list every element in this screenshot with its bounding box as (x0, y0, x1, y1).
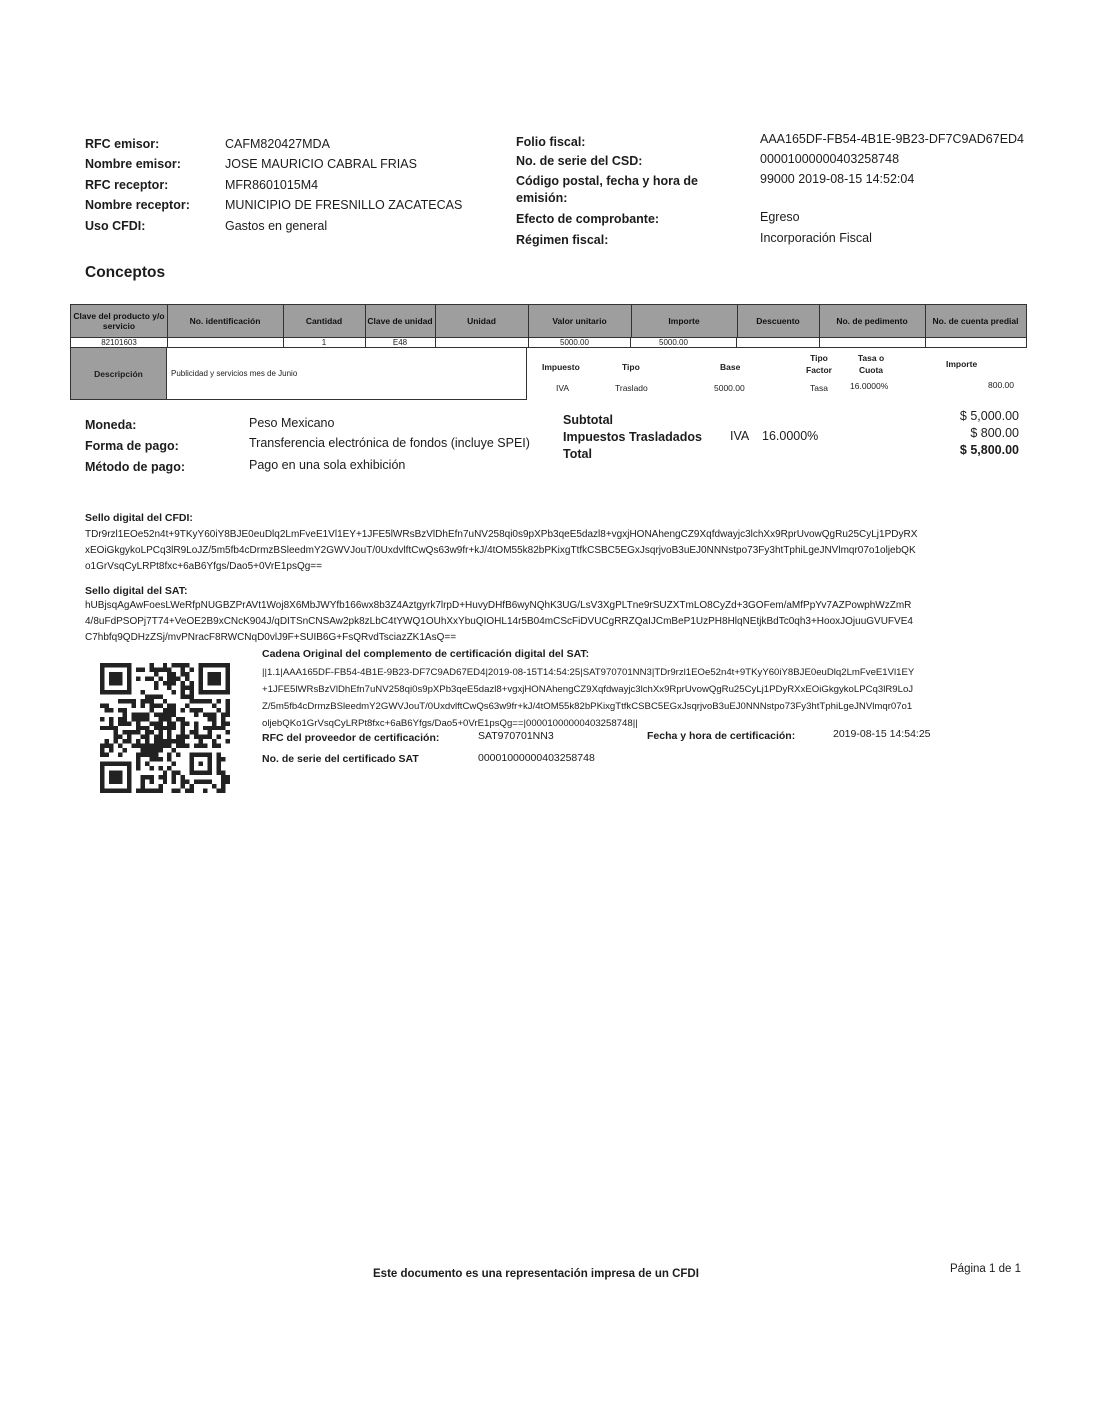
cell-cantidad: 1 (283, 338, 366, 347)
sello-cfdi-line: o1GrVsqCyLRPt8fxc+6aB6Yfgs/Dao5+0VrE1psQg== (85, 561, 322, 572)
descripcion-label: Descripción (70, 348, 167, 400)
nombre-receptor-value: MUNICIPIO DE FRESNILLO ZACATECAS (225, 198, 463, 212)
cadena-line: Z/5m5fb4cDrmzBSleedmY2GWVJouT/0UxdvlftCwQs63w9fr+kJ/4tOM55k82bPKixgTtfkCSBC5EGxJsqrjvoB3uEJ0NNNstpo73Fy3htTphiLgeJNVlmqr07o1 (262, 701, 913, 712)
metodo-pago-value: Pago en una sola exhibición (249, 458, 406, 472)
col-clave-unidad: Clave de unidad (365, 305, 436, 337)
cell-unidad (435, 338, 529, 347)
serie-csd-label: No. de serie del CSD: (516, 154, 643, 168)
rfc-receptor-label: RFC receptor: (85, 178, 169, 192)
sello-sat-line: hUBjsqAgAwFoesLWeRfpNUGBZPrAVt1Woj8X6MbJWYfb166wx8b3Z4Aztgyrk7lrpD+HuvyDHfB6wyNQhK3UG/LsV3XgPLTne9rSUZXTmLO8CyZd+3GOFem/aMfPpYv7AZPowphWzZmR (85, 600, 912, 611)
cell-clave-unidad: E48 (365, 338, 436, 347)
table-row (70, 338, 1027, 348)
rfc-proveedor-value: SAT970701NN3 (478, 730, 554, 742)
qr-code-image (100, 663, 230, 793)
cp-fecha-label-line2: emisión: (516, 191, 568, 205)
col-valor-unitario: Valor unitario (528, 305, 632, 337)
conceptos-title: Conceptos (85, 264, 166, 281)
cell-descuento (737, 338, 820, 347)
total-label: Total (563, 447, 592, 461)
folio-fiscal-value: AAA165DF-FB54-4B1E-9B23-DF7C9AD67ED4 (760, 132, 1025, 146)
cell-no-pedimento (819, 338, 926, 347)
tasa-cuota-header: Tasa o Cuota (857, 353, 885, 375)
moneda-label: Moneda: (85, 418, 137, 432)
impuesto-value: IVA (556, 383, 570, 393)
rfc-emisor-label: RFC emisor: (85, 137, 160, 151)
serie-certificado-sat-label: No. de serie del certificado SAT (262, 753, 419, 765)
rfc-receptor-value: MFR8601015M4 (225, 178, 319, 192)
tipo-factor-value: Tasa (810, 383, 828, 393)
regimen-label: Régimen fiscal: (516, 233, 609, 247)
page-indicator: Página 1 de 1 (950, 1263, 1021, 1275)
col-no-identificacion: No. identificación (167, 305, 284, 337)
subtotal-value: $ 5,000.00 (959, 409, 1019, 423)
col-cantidad: Cantidad (283, 305, 366, 337)
base-value: 5000.00 (714, 383, 745, 393)
sello-cfdi-line: xEOiGkgykoLPCq3lR9LoJZ/5m5fb4cDrmzBSleedmY2GWVJouT/0UxdvlftCwQs63w9fr+kJ/4tOM55k82bPKixgTtfkCSBC5EGxJsqrjvoB3uEJ0NNNstpo73Fy3htTphiLgeJNVlmqr07o1oljebQK (85, 545, 916, 556)
cadena-original-text (262, 664, 1037, 732)
rfc-proveedor-label: RFC del proveedor de certificación: (262, 732, 440, 744)
fecha-certificacion-value: 2019-08-15 14:54:25 (833, 728, 931, 740)
col-clave-producto: Clave del producto y/o servicio (71, 305, 168, 337)
cell-importe: 5000.00 (631, 338, 737, 347)
tipo-factor-header: Tipo Factor (806, 353, 832, 375)
nombre-receptor-label: Nombre receptor: (85, 198, 190, 212)
cell-clave: 82101603 (71, 338, 168, 347)
importe-tax-header: Importe (946, 359, 978, 369)
sello-sat-line: C7hbfq9QDHzZSj/mvPNracF8RWCNqD0vlJ9F+SUIB6G+FsQRvdTsciazZK1AsQ== (85, 632, 457, 643)
moneda-value: Peso Mexicano (249, 416, 335, 430)
forma-pago-value: Transferencia electrónica de fondos (incluye SPEI) (249, 436, 530, 450)
nombre-emisor-label: Nombre emisor: (85, 157, 181, 171)
efecto-label: Efecto de comprobante: (516, 212, 660, 226)
sello-cfdi-title: Sello digital del CFDI: (85, 512, 193, 524)
col-no-cuenta-predial: No. de cuenta predial (932, 316, 1019, 326)
tipo-value: Traslado (615, 383, 648, 393)
cp-fecha-value: 99000 2019-08-15 14:52:04 (760, 172, 915, 186)
base-header: Base (720, 362, 741, 372)
cadena-line: ||1.1|AAA165DF-FB54-4B1E-9B23-DF7C9AD67ED4|2019-08-15T14:54:25|SAT970701NN3|TDr9rzl1EOe52n4t+9TKyY60iY8BJE0euDlq2LmFveE1Vl1EY (262, 667, 915, 678)
footer-note: Este documento es una representación impresa de un CFDI (373, 1268, 699, 1280)
impuesto-header: Impuesto (542, 362, 580, 372)
tasa-cuota-value: 16.0000% (850, 381, 889, 391)
serie-csd-value: 00001000000403258748 (760, 152, 900, 166)
impuestos-value: $ 800.00 (970, 426, 1019, 440)
serie-certificado-sat-value: 00001000000403258748 (478, 752, 595, 764)
cell-no-identificacion (167, 338, 284, 347)
cell-valor-unitario: 5000.00 (528, 338, 631, 347)
impuestos-tipo: IVA (730, 429, 750, 443)
impuestos-trasladados-label: Impuestos Trasladados (563, 430, 702, 444)
impuestos-tasa: 16.0000% (762, 429, 819, 443)
col-importe: Importe (631, 305, 738, 337)
tipo-header: Tipo (622, 362, 640, 372)
nombre-emisor-value: JOSE MAURICIO CABRAL FRIAS (225, 157, 417, 171)
col-unidad: Unidad (435, 305, 529, 337)
regimen-value: Incorporación Fiscal (760, 231, 872, 245)
importe-tax-value: 800.00 (988, 380, 1014, 390)
metodo-pago-label: Método de pago: (85, 460, 185, 474)
cell-no-cuenta-predial (925, 338, 1026, 347)
sello-cfdi-line: TDr9rzl1EOe52n4t+9TKyY60iY8BJE0euDlq2LmFveE1Vl1EY+1JFE5lWRsBzVlDhEfn7uNV258qi0s9pXPb3qeE5dazl8+vgxjHONAhengCZ9Xqfdwayjc3lchXx9RprUvowQgRu25CyLj1PDyRX (85, 529, 918, 540)
sello-sat-text (85, 598, 1035, 646)
cp-fecha-label-line1: Código postal, fecha y hora de (516, 174, 698, 188)
subtotal-label: Subtotal (563, 413, 613, 427)
rfc-emisor-value: CAFM820427MDA (225, 137, 330, 151)
cadena-original-title: Cadena Original del complemento de certificación digital del SAT: (262, 648, 590, 660)
conceptos-table-header (70, 304, 1027, 338)
forma-pago-label: Forma de pago: (85, 439, 179, 453)
col-descuento: Descuento (737, 305, 820, 337)
folio-fiscal-label: Folio fiscal: (516, 135, 586, 149)
efecto-value: Egreso (760, 210, 800, 224)
sello-cfdi-text (85, 527, 1035, 575)
sello-sat-line: 4/8uFdPSOPj7T74+VeOE2B9xCNcK904J/qDITSnCNSAw2pk8zLbC4tYWQ1OUhXxYbuQIOHL14r5B04mCScFiDVUCgRRZQaIJCmBeP1UzPH8HlqNEtjkBdTc0qh3+HooxJOjuuGVUFVE4 (85, 616, 913, 627)
col-no-pedimento: No. de pedimento (819, 305, 926, 337)
uso-cfdi-label: Uso CFDI: (85, 219, 146, 233)
descripcion-value: Publicidad y servicios mes de Junio (167, 348, 527, 400)
cadena-line: +1JFE5lWRsBzVlDhEfn7uNV258qi0s9pXPb3qeE5dazl8+vgxjHONAhengCZ9Xqfdwayjc3lchXx9RprUvowQgRu25CyLj1PDyRXxEOiGkgykoLPCq3lR9LoJ (262, 684, 914, 695)
cadena-line: oljebQKo1GrVsqCyLRPt8fxc+6aB6Yfgs/Dao5+0VrE1psQg==|00001000000403258748|| (262, 718, 638, 729)
sello-sat-title: Sello digital del SAT: (85, 585, 188, 597)
total-value: $ 5,800.00 (959, 443, 1019, 457)
fecha-certificacion-label: Fecha y hora de certificación: (647, 730, 796, 742)
uso-cfdi-value: Gastos en general (225, 219, 328, 233)
